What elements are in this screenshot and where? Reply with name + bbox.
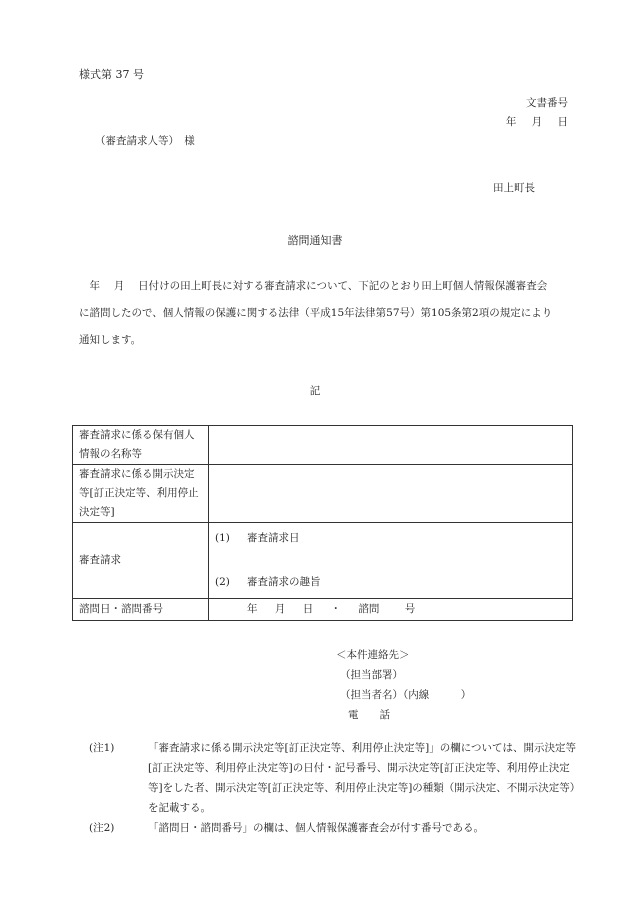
note-label: (注2) (89, 822, 115, 834)
item-text: 審査請求の趣旨 (247, 576, 321, 588)
document-date (494, 114, 568, 129)
inquiry-year: 年 (247, 603, 258, 615)
item-number: (2) (215, 576, 230, 588)
table-row (73, 599, 573, 621)
contact-block (336, 645, 471, 725)
inquiry-day: 日 (302, 603, 314, 615)
request-purpose-item (215, 573, 566, 592)
item-number: (1) (215, 532, 230, 544)
body-line: 通知します。 (79, 334, 142, 346)
inquiry-label: 諮問 (358, 603, 380, 615)
date-day: 日 (557, 116, 568, 128)
note-text: 「審査請求に係る開示決定等[訂正決定等、利用停止決定等]」の欄については、開示決定等[訂正決定等、利用停止決定等]の日付・記号番号、開示決定等[訂正決定等、利用停止決定等]をした者、開示決定等[訂正決定等、利用停止決定等]の種類（開示決定、不開示決定等）を記載する。 (148, 742, 576, 814)
inquiry-number-suffix: 号 (404, 603, 416, 615)
notes (89, 738, 579, 838)
contact-person: （担当者名）（内線 ） (340, 689, 472, 701)
contact-phone: 電 話 (348, 709, 390, 721)
ki-heading: 記 (309, 385, 321, 397)
note-text: 「諮問日・諮問番号」の欄は、個人情報保護審査会が付す番号である。 (148, 822, 484, 834)
item-text: 審査請求日 (247, 532, 300, 544)
request-date-item (215, 529, 566, 548)
inquiry-month: 月 (274, 603, 286, 615)
row-label-disclosure-decision: 審査請求に係る開示決定等[訂正決定等、利用停止決定等] (73, 465, 209, 523)
date-year: 年 (505, 116, 517, 128)
row-value-inquiry-date (209, 599, 573, 621)
table-row (73, 523, 573, 599)
body-line: に諮問したので、個人情報の保護に関する法律（平成15年法律第57号）第105条第2項の規定により (79, 307, 553, 319)
row-value-disclosure-decision (209, 465, 573, 523)
body-line: 年 月 日付けの田上町長に対する審査請求について、下記のとおり田上町個人情報保護審査会 (79, 280, 548, 292)
row-value-personal-info (209, 426, 573, 465)
note-label: (注1) (89, 742, 115, 754)
addressee: （審査請求人等） 様 (95, 135, 195, 147)
separator-dot: ・ (330, 603, 342, 615)
body-text (79, 273, 579, 354)
note-item (89, 818, 579, 838)
row-label-inquiry-date: 諮問日・諮問番号 (73, 599, 209, 621)
row-value-request (209, 523, 573, 599)
contact-dept: （担当部署） (340, 669, 403, 681)
date-month: 月 (531, 116, 543, 128)
row-label-request: 審査請求 (73, 523, 209, 599)
form-number: 様式第 37 号 (79, 68, 144, 81)
contact-heading: ＜本件連絡先＞ (336, 649, 410, 661)
issuer: 田上町長 (493, 182, 535, 194)
document-title: 諮問通知書 (287, 234, 343, 247)
inquiry-table (72, 425, 573, 621)
table-row (73, 465, 573, 523)
row-label-personal-info: 審査請求に係る保有個人情報の名称等 (73, 426, 209, 465)
document-number: 文書番号 (526, 97, 568, 109)
note-item (89, 738, 579, 818)
table-row (73, 426, 573, 465)
